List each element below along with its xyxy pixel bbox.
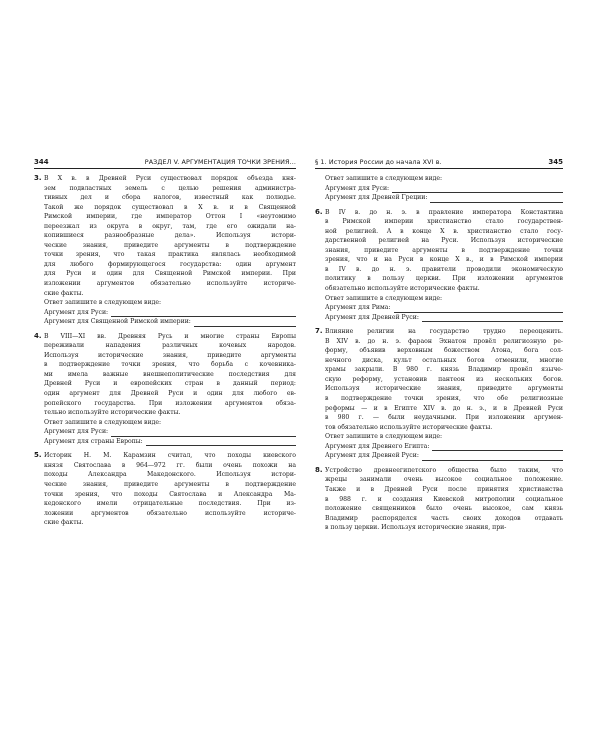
task-text-line: реформы — и в Египте XIV в. до н. э., и в Древней Руси [325, 404, 563, 412]
task-text-line: В X в. в Древней Руси существовал порядок объезда кня- [44, 175, 296, 182]
task-text-line: в подтверждение точки зрения, что борьба с кочевника- [44, 361, 296, 369]
answer-row[interactable] [325, 193, 563, 203]
answer-label: Аргумент для страны Европы: [44, 437, 143, 445]
task-text-line: переезжал из округа в округ, там, где его ожидали на- [44, 222, 296, 230]
answer-label: Аргумент для Рима: [325, 304, 391, 312]
task-text-line: Древней Руси и европейских стран в данный период: [44, 380, 296, 388]
task-item [34, 332, 296, 447]
task-text-line: Римской империи, где император Оттон I «неутомимо [44, 213, 296, 221]
task-text-line: в пользу церкви. Используя исторические знания, при- [325, 524, 507, 532]
answer-blank[interactable] [432, 443, 563, 451]
task-item [315, 466, 563, 533]
task-text-line: жрецы занимали очень высокое социальное положение. [325, 476, 563, 484]
task-text-line: Такой же порядок существовал в X в. и в Священной [44, 203, 296, 211]
task-text-line: нечного диска, культ остальных богов отменили, многие [325, 356, 563, 364]
section-title: § 1. История России до начала XVI в. [315, 158, 442, 166]
answer-label: Аргумент для Древней Руси: [325, 452, 419, 460]
task-number: 3. [34, 174, 42, 182]
answer-instruction: Ответ запишите в следующем виде: [44, 418, 162, 426]
task-text [44, 332, 296, 418]
task-text-line: для Руси и один для Священной Римской империи. При [44, 270, 296, 278]
left-running-head [34, 158, 296, 169]
task-text-line: Владимир распоряделся часть своих доходов отдавать [325, 514, 563, 522]
answer-block [325, 294, 563, 323]
right-task-list [315, 208, 563, 533]
answer-block [44, 418, 296, 447]
answer-blank[interactable] [111, 309, 296, 317]
task-text-line: ские факты. [44, 519, 84, 527]
task-number: 6. [315, 207, 323, 216]
task-text-line: точки зрения, что такая практика являлась необходимой [44, 251, 296, 259]
task-text-line: политику в пользу церкви. При изложении аргументов [325, 275, 563, 283]
answer-instruction: Ответ запишите в следующем виде: [325, 433, 443, 441]
answer-instruction: Ответ запишите в следующем виде: [44, 299, 162, 307]
task-number: 5. [34, 451, 42, 460]
task-text-line: Влияние религии на государство трудно переоценить. [325, 328, 563, 336]
task-text-line: в 980 г. — были неудачными. При изложении аргумен- [325, 414, 563, 422]
answer-block [44, 298, 296, 327]
task-text-line: ложении аргументов обязательно используйте историче- [44, 509, 296, 517]
task-text [44, 174, 296, 298]
section-title: РАЗДЕЛ V. АРГУМЕНТАЦИЯ ТОЧКИ ЗРЕНИЯ... [144, 158, 296, 166]
task-text-line: Используя исторические знания, приведите аргументы [325, 385, 563, 393]
answer-label: Аргумент для Руси: [325, 184, 390, 192]
task-text-line: ские факты. [44, 289, 84, 297]
task-text [325, 327, 563, 432]
answer-blank[interactable] [422, 314, 563, 322]
answer-blank[interactable] [394, 305, 563, 313]
answer-block [325, 174, 563, 203]
answer-block [325, 432, 563, 461]
task-text-line: ропейского государства. При изложении аргументов обяза- [44, 399, 296, 407]
task-text-line: тивных дел и сбора налогов, известный как полюдье. [44, 194, 296, 202]
task-item [34, 451, 296, 527]
task-text-line: в подтверждение точки зрения, что обе религиозные [325, 395, 563, 403]
answer-blank[interactable] [430, 195, 563, 203]
answer-label: Аргумент для Священной Римской империи: [44, 318, 191, 326]
right-page [315, 158, 563, 538]
answer-row[interactable] [44, 317, 296, 327]
left-page [34, 158, 296, 533]
task-text-line: для любого формирующегося государства: один аргумент [44, 260, 296, 268]
task-text-line: походы Александра Македонского. Используя истори- [44, 471, 296, 479]
answer-row[interactable] [325, 313, 563, 323]
answer-blank[interactable] [111, 429, 296, 437]
answer-blank[interactable] [194, 319, 296, 327]
task-item [315, 327, 563, 461]
answer-label: Аргумент для Древней Руси: [325, 313, 419, 321]
answer-label: Аргумент для Руси: [44, 308, 109, 316]
answer-row[interactable] [44, 427, 296, 437]
answer-label: Аргумент для Древней Греции: [325, 194, 428, 202]
page-number: 345 [548, 158, 563, 166]
task-text-line: в 988 г. и создания Киевской митрополии социальное [325, 495, 563, 503]
task-text-line: тов обязательно используйте исторические факты. [325, 423, 493, 431]
task-text-line: В VIII—XI вв. Древняя Русь и многие страны Европы [44, 332, 296, 340]
answer-row[interactable] [44, 308, 296, 318]
task-text-line: Историк Н. М. Карамзин считал, что походы киевского [44, 452, 296, 460]
task-number: 4. [34, 331, 42, 340]
task-text-line: изложении аргументов обязательно используйте историче- [44, 280, 296, 288]
answer-row[interactable] [325, 303, 563, 313]
task-text-line: ческие знания, приведите аргументы в подтверждение [44, 241, 296, 249]
task-text-line: форму, объявив верховным божеством Атона, бога сол- [325, 347, 563, 355]
task-text-line: ческие знания, приведите аргументы в подтверждение [44, 480, 296, 488]
task-text [325, 466, 563, 533]
task-text-line: В IV в. до н. э. в правление императора Константина [325, 208, 563, 216]
task-text-line: зрения, что и на Руси в конце X в., и в Римской империи [325, 256, 563, 264]
task-text-line: обязательно используйте исторические факты. [325, 285, 480, 293]
answer-row[interactable] [44, 437, 296, 447]
continued-answer [315, 174, 563, 203]
answer-row[interactable] [325, 184, 563, 194]
task-text-line: положение священников было очень высокое, сам князь [325, 505, 563, 513]
task-text-line: в IV в. до н. э. правители проводили экономическую [325, 265, 563, 273]
task-text-line: скую реформу, установив пантеон из нескольких богов. [325, 375, 563, 383]
answer-row[interactable] [325, 442, 563, 452]
task-text-line: Устройство древнеегипетского общества было таким, что [325, 466, 563, 474]
task-item [315, 208, 563, 323]
answer-blank[interactable] [392, 185, 563, 193]
task-text-line: копившиеся разнообразные дела». Используя истори- [44, 232, 296, 240]
right-running-head [315, 158, 563, 169]
task-text-line: ной религией. А в конце X в. христианство стало госу- [325, 227, 563, 235]
left-task-list [34, 174, 296, 528]
task-text-line: один аргумент для Древней Руси и один для любого ев- [44, 390, 296, 398]
task-text-line: точки зрения, что походы Святослава и Александра Ма- [44, 490, 296, 498]
task-text-line: дарственной религией на Руси. Используя исторические [325, 237, 563, 245]
task-item [34, 174, 296, 327]
task-text-line: переживали нападения различных кочевых народов. [44, 342, 296, 350]
task-number: 8. [315, 465, 323, 474]
task-text [325, 208, 563, 294]
task-text-line: храмы закрыли. В 980 г. князь Владимир провёл языче- [325, 366, 563, 374]
answer-blank[interactable] [422, 453, 563, 461]
task-text-line: в Римской империи христианство стало государствен- [325, 218, 563, 226]
task-text-line: кедонского имели отрицательные последствия. При из- [44, 500, 296, 508]
task-text-line: князя Святослава в 964—972 гг. были очень похожи на [44, 461, 296, 469]
answer-label: Аргумент для Руси: [44, 428, 109, 436]
task-number: 7. [315, 327, 323, 336]
task-text-line: зем подвластных земель с целью решения администра- [44, 184, 296, 192]
page-number: 344 [34, 158, 49, 166]
task-text-line: В XIV в. до н. э. фараон Эхнатон провёл религиозную ре- [325, 337, 563, 345]
answer-blank[interactable] [146, 438, 296, 446]
answer-row[interactable] [325, 451, 563, 461]
task-text-line: Также и в Древней Руси после принятия христианства [325, 485, 563, 493]
answer-instruction: Ответ запишите в следующем виде: [325, 294, 443, 302]
task-text [44, 451, 296, 527]
task-text-line: ми имела важные внешнеполитические последствия для [44, 370, 296, 378]
task-text-line: тельно используйте исторические факты. [44, 409, 181, 417]
task-text-line: Используя исторические знания, приведите аргументы [44, 351, 296, 359]
answer-label: Аргумент для Древнего Египта: [325, 442, 430, 450]
task-text-line: знания, приведите аргументы в подтверждение точки [325, 246, 563, 254]
answer-instruction: Ответ запишите в следующем виде: [325, 175, 443, 182]
